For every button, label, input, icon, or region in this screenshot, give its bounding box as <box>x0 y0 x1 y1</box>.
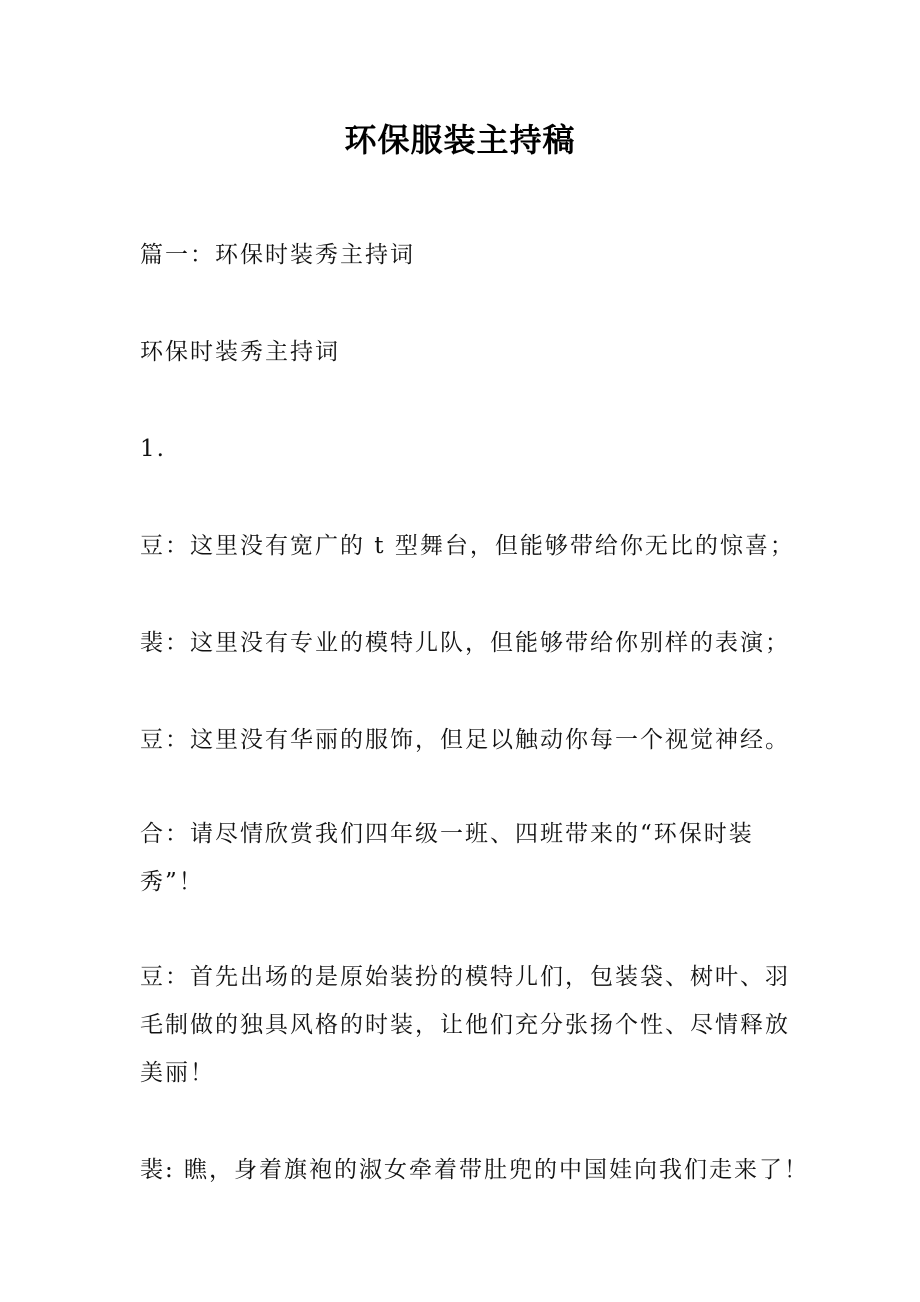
paragraph-line: 豆：这里没有宽广的 t 型舞台，但能够带给你无比的惊喜； <box>140 533 795 559</box>
paragraph <box>140 1146 810 1194</box>
paragraph <box>140 522 795 570</box>
paragraph-line: 豆：首先出场的是原始装扮的模特儿们，包装袋、树叶、羽 <box>140 964 790 990</box>
paragraph-line: 美丽！ <box>140 1060 215 1086</box>
document-title: 环保服装主持稿 <box>344 121 576 159</box>
paragraph <box>140 810 790 906</box>
section-heading: 篇一：环保时装秀主持词 <box>140 242 415 268</box>
paragraph-line: 裴：这里没有专业的模特儿队，但能够带给你别样的表演； <box>140 630 790 656</box>
paragraph-line: 豆：这里没有华丽的服饰，但足以触动你每一个视觉神经。 <box>140 727 790 753</box>
paragraph <box>140 953 790 1097</box>
paragraph <box>140 619 790 667</box>
paragraph-line: 合：请尽情欣赏我们四年级一班、四班带来的“环保时装 <box>140 821 754 847</box>
paragraph-line: 裴: 瞧，身着旗袍的淑女牵着带肚兜的中国娃向我们走来了！ <box>140 1157 810 1183</box>
paragraph <box>140 716 790 764</box>
paragraph-line: 秀”！ <box>140 869 204 895</box>
subheading: 环保时装秀主持词 <box>140 339 340 365</box>
paragraph-line: 毛制做的独具风格的时装，让他们充分张扬个性、尽情释放 <box>140 1012 790 1038</box>
item-number: 1. <box>140 436 166 462</box>
